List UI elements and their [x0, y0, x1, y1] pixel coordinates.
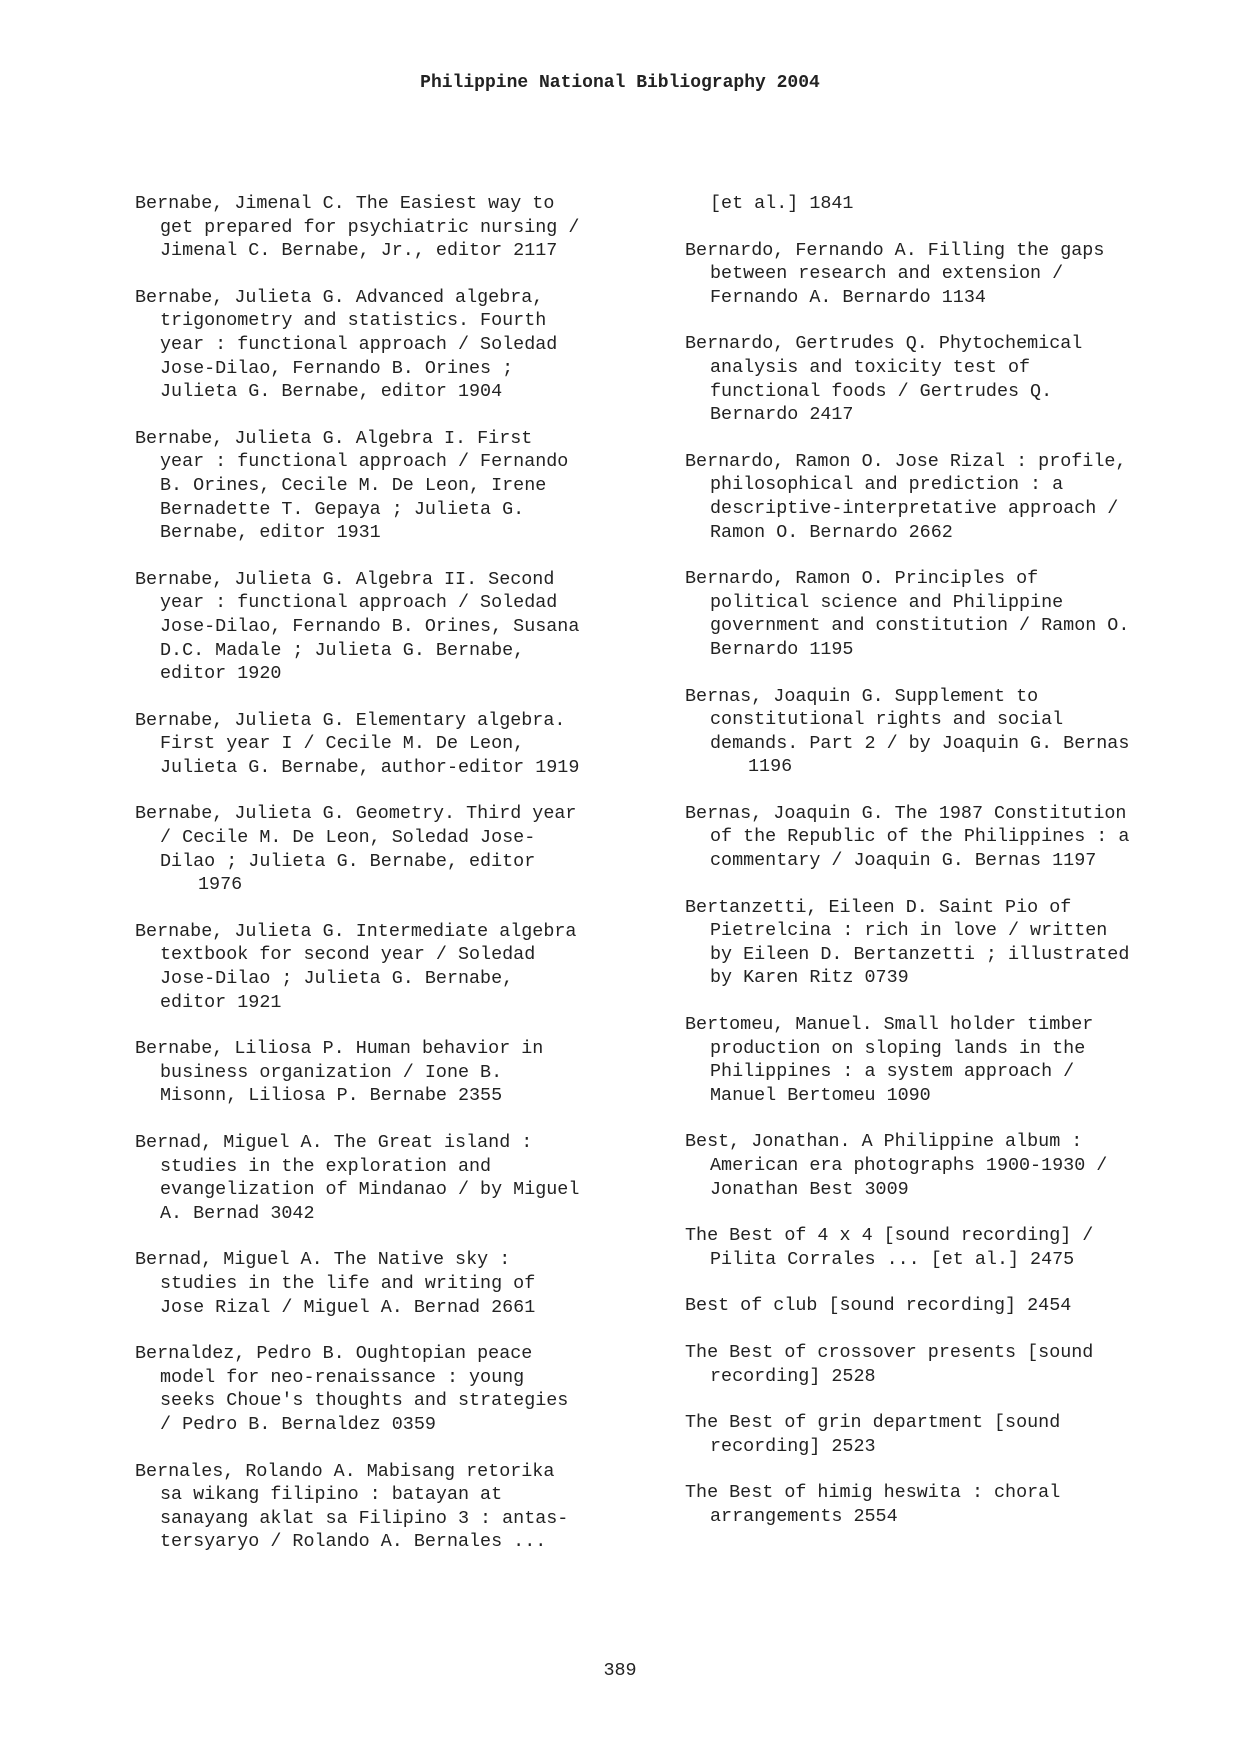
- entry-continuation-line: business organization / Ione B.: [160, 1061, 503, 1083]
- entry-continuation-line: descriptive-interpretative approach /: [710, 497, 1119, 519]
- bibliography-entry: [135, 427, 645, 545]
- entry-heading-line: Bertomeu, Manuel. Small holder timber: [685, 1014, 1094, 1036]
- bibliography-entry: [685, 1341, 1195, 1388]
- bibliography-entry: [685, 239, 1195, 310]
- entry-heading-line: The Best of grin department [sound: [685, 1412, 1061, 1434]
- entry-continuation-line: Julieta G. Bernabe, editor 1904: [160, 381, 503, 403]
- entry-continuation-line: recording] 2523: [710, 1435, 876, 1457]
- entry-continuation-line: Dilao ; Julieta G. Bernabe, editor: [160, 850, 536, 872]
- entry-continuation-line: seeks Choue's thoughts and strategies: [160, 1390, 569, 1412]
- bibliography-entry: [135, 192, 645, 263]
- entry-heading-line: Bernabe, Julieta G. Intermediate algebra: [135, 920, 577, 942]
- entry-continuation-line: Philippines : a system approach /: [710, 1061, 1075, 1083]
- entry-continuation-line: model for neo-renaissance : young: [160, 1366, 525, 1388]
- entry-continuation-line: A. Bernad 3042: [160, 1202, 315, 1224]
- bibliography-entry: [135, 1342, 645, 1436]
- entry-continuation-line: political science and Philippine: [710, 591, 1064, 613]
- entry-heading-line: Bernabe, Julieta G. Geometry. Third year: [135, 803, 577, 825]
- bibliography-entry: [135, 286, 645, 404]
- entry-continuation-line: constitutional rights and social: [710, 709, 1064, 731]
- entry-continuation-line: of the Republic of the Philippines : a: [710, 826, 1130, 848]
- right-column: [685, 192, 1195, 1552]
- entry-continuation-line: Bernadette T. Gepaya ; Julieta G.: [160, 498, 525, 520]
- entry-continuation-line: Fernando A. Bernardo 1134: [710, 286, 986, 308]
- entry-continuation-line: Bernardo 1195: [710, 638, 854, 660]
- entry-continuation-line: 1196: [748, 756, 793, 778]
- entry-continuation-line: by Karen Ritz 0739: [710, 967, 909, 989]
- entry-continuation-line: recording] 2528: [710, 1365, 876, 1387]
- entry-heading-line: Bernardo, Ramon O. Principles of: [685, 568, 1039, 590]
- bibliography-entry: [685, 896, 1195, 990]
- bibliography-entry: [135, 802, 645, 896]
- entry-continuation-line: editor 1920: [160, 663, 282, 685]
- entry-heading-line: Bernabe, Julieta G. Algebra II. Second: [135, 568, 555, 590]
- entry-heading-line: Bernardo, Gertrudes Q. Phytochemical: [685, 333, 1083, 355]
- bibliography-entry: [685, 1294, 1195, 1318]
- entry-continuation-line: trigonometry and statistics. Fourth: [160, 310, 547, 332]
- entry-continuation-line: sa wikang filipino : batayan at: [160, 1484, 503, 1506]
- entry-continuation-line: year : functional approach / Soledad: [160, 592, 558, 614]
- entry-heading-line: Bernad, Miguel A. The Native sky :: [135, 1249, 511, 1271]
- entry-continuation-line: Jose-Dilao, Fernando B. Orines, Susana: [160, 615, 580, 637]
- bibliography-entry: [685, 1224, 1195, 1271]
- entry-continuation-line: tersyaryo / Rolando A. Bernales ...: [160, 1531, 547, 1553]
- bibliography-entry: [685, 567, 1195, 661]
- entry-continuation-line: analysis and toxicity test of: [710, 356, 1031, 378]
- entry-continuation-line: 1976: [198, 874, 243, 896]
- entry-continuation-line: Bernardo 2417: [710, 404, 854, 426]
- bibliography-entry: [135, 1037, 645, 1108]
- bibliography-entry: [685, 802, 1195, 873]
- bibliography-entry: [685, 1481, 1195, 1528]
- entry-continuation-line: year : functional approach / Soledad: [160, 333, 558, 355]
- entry-heading-line: Bernardo, Ramon O. Jose Rizal : profile,: [685, 450, 1127, 472]
- entry-continuation-line: production on sloping lands in the: [710, 1037, 1086, 1059]
- entry-continuation-line: government and constitution / Ramon O.: [710, 615, 1130, 637]
- bibliography-entry: [685, 1013, 1195, 1107]
- entry-heading-line: The Best of 4 x 4 [sound recording] /: [685, 1225, 1094, 1247]
- entry-heading-line: [et al.] 1841: [710, 193, 854, 214]
- entry-continuation-line: Jonathan Best 3009: [710, 1178, 909, 1200]
- entry-heading-line: Bernabe, Julieta G. Algebra I. First: [135, 427, 533, 449]
- entry-continuation-line: Bernabe, editor 1931: [160, 522, 381, 544]
- entry-heading-line: Bernaldez, Pedro B. Oughtopian peace: [135, 1343, 533, 1365]
- bibliography-entry: [135, 920, 645, 1014]
- entry-heading-line: Bertanzetti, Eileen D. Saint Pio of: [685, 896, 1072, 918]
- entry-continuation-line: get prepared for psychiatric nursing /: [160, 216, 580, 238]
- entry-continuation-line: / Cecile M. De Leon, Soledad Jose-: [160, 827, 536, 849]
- entry-continuation-line: between research and extension /: [710, 263, 1064, 285]
- entry-continuation-line: editor 1921: [160, 991, 282, 1013]
- bibliography-entry: [685, 192, 1195, 216]
- entry-continuation-line: Misonn, Liliosa P. Bernabe 2355: [160, 1085, 503, 1107]
- entry-heading-line: Bernad, Miguel A. The Great island :: [135, 1132, 533, 1153]
- page-title: Philippine National Bibliography 2004: [420, 73, 820, 93]
- bibliography-entry: [135, 1460, 645, 1554]
- entry-heading-line: Bernabe, Julieta G. Elementary algebra.: [135, 709, 566, 731]
- entry-heading-line: Bernabe, Julieta G. Advanced algebra,: [135, 286, 544, 308]
- entry-continuation-line: commentary / Joaquin G. Bernas 1197: [710, 850, 1097, 872]
- bibliography-entry: [685, 450, 1195, 544]
- bibliography-entry: [685, 685, 1195, 779]
- entry-continuation-line: studies in the life and writing of: [160, 1272, 536, 1294]
- entry-continuation-line: studies in the exploration and: [160, 1155, 492, 1177]
- entry-heading-line: Bernardo, Fernando A. Filling the gaps: [685, 239, 1105, 261]
- entry-continuation-line: textbook for second year / Soledad: [160, 944, 536, 966]
- entry-continuation-line: Pilita Corrales ... [et al.] 2475: [710, 1248, 1075, 1270]
- entry-heading-line: Best of club [sound recording] 2454: [685, 1295, 1072, 1317]
- bibliography-entry: [135, 1248, 645, 1319]
- entry-continuation-line: Jose Rizal / Miguel A. Bernad 2661: [160, 1296, 536, 1318]
- entry-heading-line: Bernabe, Liliosa P. Human behavior in: [135, 1038, 544, 1060]
- left-column: [135, 192, 645, 1577]
- entry-heading-line: Bernas, Joaquin G. The 1987 Constitution: [685, 802, 1127, 824]
- entry-continuation-line: / Pedro B. Bernaldez 0359: [160, 1413, 436, 1435]
- entry-continuation-line: Jimenal C. Bernabe, Jr., editor 2117: [160, 240, 558, 262]
- entry-continuation-line: First year I / Cecile M. De Leon,: [160, 733, 525, 755]
- entry-continuation-line: D.C. Madale ; Julieta G. Bernabe,: [160, 639, 525, 661]
- entry-continuation-line: evangelization of Mindanao / by Miguel: [160, 1179, 580, 1201]
- bibliography-entry: [135, 1131, 645, 1225]
- entry-heading-line: Best, Jonathan. A Philippine album :: [685, 1131, 1083, 1153]
- page-number: 389: [603, 1660, 637, 1681]
- entry-continuation-line: Pietrelcina : rich in love / written: [710, 920, 1108, 942]
- bibliography-entry: [685, 332, 1195, 426]
- entry-heading-line: The Best of himig heswita : choral: [685, 1482, 1061, 1504]
- entry-continuation-line: Ramon O. Bernardo 2662: [710, 521, 953, 543]
- entry-continuation-line: Julieta G. Bernabe, author-editor 1919: [160, 756, 580, 778]
- bibliography-entry: [685, 1130, 1195, 1201]
- entry-continuation-line: philosophical and prediction : a: [710, 474, 1064, 496]
- entry-continuation-line: by Eileen D. Bertanzetti ; illustrated: [710, 943, 1130, 965]
- entry-continuation-line: Jose-Dilao ; Julieta G. Bernabe,: [160, 968, 514, 990]
- entry-continuation-line: B. Orines, Cecile M. De Leon, Irene: [160, 474, 547, 496]
- entry-heading-line: The Best of crossover presents [sound: [685, 1341, 1094, 1363]
- entry-continuation-line: Manuel Bertomeu 1090: [710, 1084, 931, 1106]
- entry-heading-line: Bernales, Rolando A. Mabisang retorika: [135, 1460, 555, 1482]
- bibliography-entry: [685, 1411, 1195, 1458]
- entry-continuation-line: year : functional approach / Fernando: [160, 451, 569, 473]
- bibliography-entry: [135, 709, 645, 780]
- entry-continuation-line: demands. Part 2 / by Joaquin G. Bernas: [710, 732, 1130, 754]
- entry-continuation-line: American era photographs 1900-1930 /: [710, 1155, 1108, 1176]
- entry-continuation-line: arrangements 2554: [710, 1505, 898, 1527]
- entry-continuation-line: Jose-Dilao, Fernando B. Orines ;: [160, 357, 514, 379]
- entry-continuation-line: sanayang aklat sa Filipino 3 : antas-: [160, 1507, 569, 1529]
- entry-heading-line: Bernas, Joaquin G. Supplement to: [685, 685, 1039, 707]
- entry-continuation-line: functional foods / Gertrudes Q.: [710, 380, 1053, 402]
- bibliography-entry: [135, 568, 645, 686]
- entry-heading-line: Bernabe, Jimenal C. The Easiest way to: [135, 193, 555, 214]
